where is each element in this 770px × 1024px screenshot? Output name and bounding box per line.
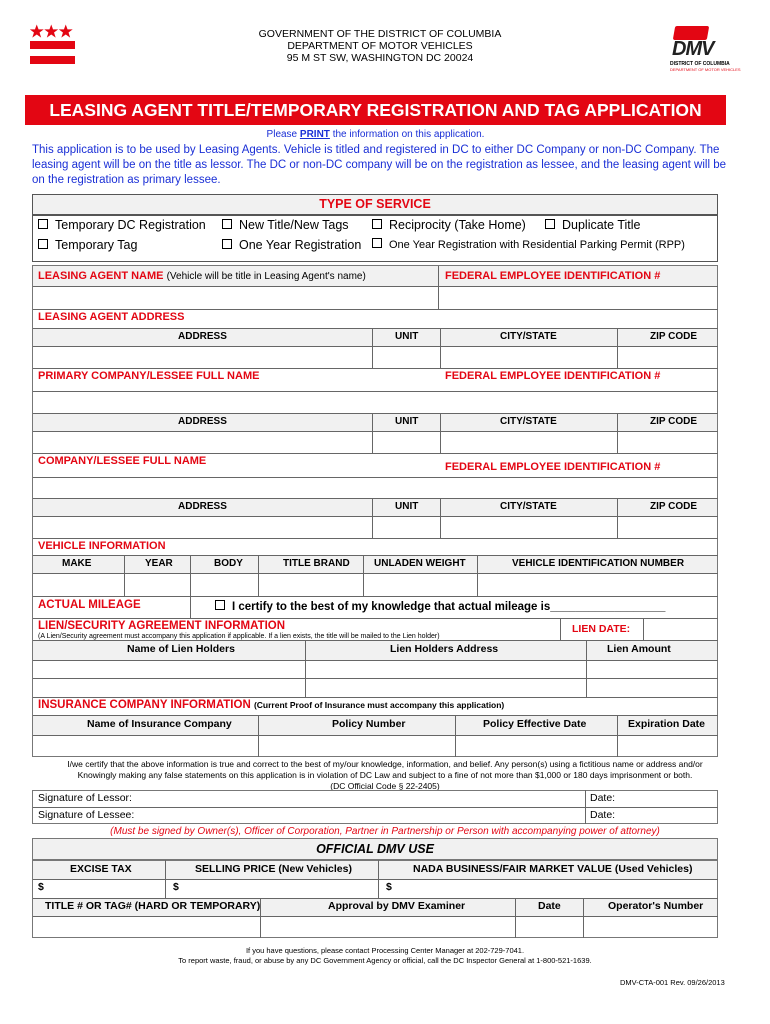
- company-lessee-fein-label: FEDERAL EMPLOYEE IDENTIFICATION #: [445, 461, 661, 473]
- lessee-date-field[interactable]: [620, 808, 716, 823]
- unit-col: UNIT: [395, 331, 419, 342]
- lien-holder-name-col: Name of Lien Holders: [127, 643, 235, 655]
- divider: [643, 618, 644, 640]
- primary-company-name-field[interactable]: [34, 392, 716, 412]
- dmv-logo-letters: DMV: [672, 38, 714, 60]
- unladen-weight-field[interactable]: [365, 574, 475, 595]
- address-col: ADDRESS: [178, 331, 227, 342]
- lessee-signature-label: Signature of Lessee:: [38, 809, 135, 821]
- option-one-year-registration[interactable]: [222, 238, 361, 252]
- mileage-certify[interactable]: [215, 600, 665, 613]
- leasing-agent-name-note: (Vehicle will be title in Leasing Agent's name): [166, 271, 366, 282]
- footer-line2: To report waste, fraud, or abuse by any DC Government Agency or official, call the DC Inspector General at 1-800-521-1639.: [178, 956, 592, 965]
- leasing-agent-unit-field[interactable]: [374, 347, 438, 367]
- print-note: [25, 129, 726, 140]
- dmv-logo-caption: DISTRICT OF COLUMBIA: [670, 61, 730, 67]
- primary-company-zip-field[interactable]: [619, 432, 716, 452]
- option-label: One Year Registration: [239, 238, 362, 252]
- divider: [378, 860, 379, 898]
- checkbox-icon[interactable]: [38, 239, 48, 249]
- lessee-signature-field[interactable]: [140, 808, 583, 823]
- city-state-col: CITY/STATE: [500, 331, 557, 342]
- divider: [617, 413, 618, 453]
- divider: [190, 555, 191, 596]
- lien-heading: LIEN/SECURITY AGREEMENT INFORMATION: [38, 620, 286, 632]
- divider: [33, 555, 718, 556]
- primary-company-unit-field[interactable]: [374, 432, 438, 452]
- divider: [124, 555, 125, 596]
- operator-number-col: Operator's Number: [608, 900, 704, 912]
- primary-company-label: PRIMARY COMPANY/LESSEE FULL NAME: [38, 370, 260, 382]
- lessor-signature-field[interactable]: [140, 791, 583, 806]
- checkbox-icon[interactable]: [545, 219, 555, 229]
- dmv-examiner-approval-col: Approval by DMV Examiner: [328, 900, 466, 912]
- lessor-signature-label: Signature of Lessor:: [38, 792, 132, 804]
- address-columns-header: [33, 413, 717, 431]
- company-lessee-label: COMPANY/LESSEE FULL NAME: [38, 455, 207, 467]
- vin-field[interactable]: [479, 574, 716, 595]
- divider: [33, 697, 718, 698]
- primary-company-fein-label: FEDERAL EMPLOYEE IDENTIFICATION #: [445, 370, 661, 382]
- divider: [33, 538, 718, 539]
- divider: [33, 618, 718, 619]
- zip-col: ZIP CODE: [650, 331, 698, 342]
- selling-price-col: SELLING PRICE (New Vehicles): [195, 863, 352, 875]
- lien-holder-address-field-1[interactable]: [307, 661, 584, 677]
- certification-line3: (DC Official Code § 22-2405): [330, 781, 440, 791]
- divider: [477, 555, 478, 596]
- company-lessee-city-field[interactable]: [442, 517, 615, 537]
- footer-line1: If you have questions, please contact Processing Center Manager at 202-729-7041.: [245, 946, 525, 955]
- lien-amount-col: Lien Amount: [607, 643, 671, 655]
- divider: [258, 555, 259, 596]
- header-line2: DEPARTMENT OF MOTOR VEHICLES: [287, 40, 473, 52]
- signature-note: (Must be signed by Owner(s), Officer of Corporation, Partner in Partnership or Person with accompanying power of attorney): [110, 826, 660, 837]
- zip-col: ZIP CODE: [650, 416, 698, 427]
- zip-col: ZIP CODE: [650, 501, 698, 512]
- divider: [33, 391, 718, 392]
- form-id: DMV-CTA-001 Rev. 09/26/2013: [620, 978, 725, 987]
- leasing-agent-fein-field[interactable]: [440, 288, 716, 308]
- certification-line1: I/we certify that the above information is true and correct to the best of my/our knowledge, information, and belief. Any person(s) using a fictitious name or address and/or: [67, 759, 703, 769]
- divider: [617, 498, 618, 538]
- divider: [440, 328, 441, 368]
- leasing-agent-zip-field[interactable]: [619, 347, 716, 367]
- option-label: One Year Registration with Residential Parking Permit (RPP): [389, 239, 685, 251]
- unit-col: UNIT: [395, 501, 419, 512]
- divider: [438, 266, 439, 309]
- divider: [33, 879, 718, 880]
- excise-tax-field[interactable]: $: [38, 881, 44, 893]
- dmv-logo-subcaption: DEPARTMENT OF MOTOR VEHICLES: [670, 67, 741, 72]
- official-dmv-use-heading: OFFICIAL DMV USE: [316, 842, 434, 856]
- option-label: Temporary Tag: [55, 238, 138, 252]
- divider: [617, 328, 618, 368]
- divider: [586, 640, 587, 697]
- divider: [33, 498, 718, 499]
- expiration-date-field[interactable]: [619, 736, 716, 756]
- divider: [33, 715, 718, 716]
- divider: [372, 328, 373, 368]
- option-duplicate-title[interactable]: [545, 218, 641, 232]
- policy-effective-date-field[interactable]: [457, 736, 615, 756]
- policy-effective-date-col: Policy Effective Date: [483, 718, 587, 730]
- unladen-weight-col: UNLADEN WEIGHT: [374, 558, 466, 569]
- lien-note: (A Lien/Security agreement must accompany this application if applicable. If a lien exists, the title will be mailed to the Lien holder): [38, 633, 440, 640]
- option-label: Reciprocity (Take Home): [389, 218, 526, 232]
- option-temporary-tag[interactable]: [38, 238, 137, 252]
- body-col: BODY: [214, 558, 243, 569]
- lien-holder-name-field-2[interactable]: [34, 679, 303, 696]
- make-field[interactable]: [34, 574, 122, 595]
- agency-header: [200, 28, 560, 64]
- print-note-before: Please: [266, 129, 298, 140]
- city-state-col: CITY/STATE: [500, 416, 557, 427]
- title-brand-col: TITLE BRAND: [283, 558, 350, 569]
- divider: [33, 640, 718, 641]
- checkbox-icon[interactable]: [372, 219, 382, 229]
- official-date-field[interactable]: [517, 917, 581, 937]
- header-line1: GOVERNMENT OF THE DISTRICT OF COLUMBIA: [258, 28, 502, 40]
- insurance-heading: [38, 699, 504, 711]
- policy-number-col: Policy Number: [332, 718, 406, 730]
- unit-col: UNIT: [395, 416, 419, 427]
- excise-tax-col: EXCISE TAX: [70, 863, 132, 875]
- make-col: MAKE: [62, 558, 92, 569]
- divider: [372, 498, 373, 538]
- option-reciprocity[interactable]: [372, 218, 526, 232]
- lien-holder-name-field-1[interactable]: [34, 661, 303, 677]
- divider: [190, 596, 191, 618]
- address-col: ADDRESS: [178, 416, 227, 427]
- insurance-company-col: Name of Insurance Company: [87, 718, 232, 730]
- mileage-certify-text: I certify to the best of my knowledge that actual mileage is__________________: [232, 601, 666, 613]
- print-note-after: the information on this application.: [332, 129, 485, 140]
- divider: [33, 596, 718, 597]
- lien-date-field[interactable]: [645, 619, 716, 639]
- primary-company-city-field[interactable]: [442, 432, 615, 452]
- leasing-agent-address-heading: LEASING AGENT ADDRESS: [38, 311, 185, 323]
- header-line3: 95 M ST SW, WASHINGTON DC 20024: [286, 52, 474, 64]
- title-brand-field[interactable]: [260, 574, 361, 595]
- lien-amount-field-2[interactable]: [588, 679, 716, 696]
- vehicle-info-heading: VEHICLE INFORMATION: [38, 540, 166, 552]
- company-lessee-name-field[interactable]: [34, 478, 716, 497]
- nada-value-field[interactable]: $: [386, 881, 392, 893]
- print-note-print: PRINT: [299, 129, 330, 140]
- certification-line2: Knowingly making any false statements on this application is in violation of DC Law and subject to a fine of not more than $1,000 or 180 days imprisonment or both.: [77, 770, 693, 780]
- form-title: LEASING AGENT TITLE/TEMPORARY REGISTRATION AND TAG APPLICATION: [49, 100, 702, 120]
- leasing-agent-name-text: LEASING AGENT NAME: [38, 270, 164, 282]
- certification-statement: [25, 759, 745, 792]
- title-tag-number-col: TITLE # OR TAG# (HARD OR TEMPORARY): [45, 900, 261, 912]
- company-lessee-address-field[interactable]: [34, 517, 370, 537]
- divider: [515, 898, 516, 938]
- vin-col: VEHICLE IDENTIFICATION NUMBER: [512, 558, 685, 569]
- lien-amount-field-1[interactable]: [588, 661, 716, 677]
- form-title-banner: [25, 95, 726, 125]
- policy-number-field[interactable]: [260, 736, 453, 756]
- divider: [440, 413, 441, 453]
- divider: [617, 715, 618, 757]
- divider: [363, 555, 364, 596]
- type-of-service-heading: TYPE OF SERVICE: [319, 197, 431, 211]
- lien-holder-address-col: Lien Holders Address: [390, 643, 499, 655]
- option-new-title-new-tags[interactable]: [222, 218, 349, 232]
- divider: [33, 453, 718, 454]
- divider: [165, 860, 166, 898]
- divider: [372, 413, 373, 453]
- primary-company-address-field[interactable]: [34, 432, 370, 452]
- type-of-service-header: [32, 194, 718, 215]
- checkbox-icon[interactable]: [215, 600, 225, 610]
- address-col: ADDRESS: [178, 501, 227, 512]
- company-lessee-zip-field[interactable]: [619, 517, 716, 537]
- dc-flag-logo: [30, 22, 75, 67]
- divider: [440, 498, 441, 538]
- city-state-col: CITY/STATE: [500, 501, 557, 512]
- actual-mileage-label: ACTUAL MILEAGE: [38, 599, 141, 611]
- option-label: Temporary DC Registration: [55, 218, 206, 232]
- leasing-agent-name-label: [38, 270, 366, 282]
- divider: [258, 715, 259, 757]
- divider: [585, 790, 586, 824]
- insurance-company-field[interactable]: [34, 736, 256, 756]
- operator-number-field[interactable]: [585, 917, 716, 937]
- dmv-examiner-approval-field[interactable]: [262, 917, 513, 937]
- official-date-col: Date: [538, 900, 561, 912]
- lessor-date-field[interactable]: [620, 791, 716, 806]
- lien-holder-address-field-2[interactable]: [307, 679, 584, 696]
- divider: [33, 413, 718, 414]
- leasing-agent-city-field[interactable]: [442, 347, 615, 367]
- divider: [33, 328, 718, 329]
- title-tag-number-field[interactable]: [34, 917, 258, 937]
- insurance-heading-text: INSURANCE COMPANY INFORMATION: [38, 699, 251, 711]
- expiration-date-col: Expiration Date: [628, 718, 706, 730]
- divider: [305, 640, 306, 697]
- insurance-note: (Current Proof of Insurance must accompany this application): [253, 700, 505, 710]
- divider: [33, 309, 718, 310]
- nada-value-col: NADA BUSINESS/FAIR MARKET VALUE (Used Vehicles): [413, 863, 693, 875]
- lessee-date-label: Date:: [590, 809, 616, 821]
- company-lessee-unit-field[interactable]: [374, 517, 438, 537]
- option-label: Duplicate Title: [562, 218, 641, 232]
- lessor-date-label: Date:: [590, 792, 616, 804]
- leasing-agent-name-field[interactable]: [34, 288, 436, 308]
- address-columns-header: [33, 328, 717, 346]
- option-temporary-dc-registration[interactable]: [38, 218, 206, 232]
- lien-date-label: LIEN DATE:: [572, 623, 631, 635]
- footer-contact: [25, 946, 745, 966]
- official-dmv-use-header: [32, 838, 718, 860]
- divider: [33, 368, 718, 369]
- checkbox-icon[interactable]: [372, 238, 382, 248]
- option-label: New Title/New Tags: [239, 218, 349, 232]
- checkbox-icon[interactable]: [222, 239, 232, 249]
- year-col: YEAR: [145, 558, 173, 569]
- body-field[interactable]: [192, 574, 256, 595]
- divider: [260, 898, 261, 938]
- intro-paragraph: This application is to be used by Leasing Agents. Vehicle is titled and registered in DC to either DC Company or non-DC Company. The leasing agent will be on the title as lessor. The DC or non-DC company will be on the registration as lessee, and the leasing agent will be on the registration as primary lessee.: [32, 144, 727, 186]
- divider: [455, 715, 456, 757]
- address-columns-header: [33, 498, 717, 516]
- checkbox-icon[interactable]: [222, 219, 232, 229]
- divider: [583, 898, 584, 938]
- divider: [560, 618, 561, 640]
- leasing-agent-fein-label: FEDERAL EMPLOYEE IDENTIFICATION #: [445, 270, 661, 282]
- year-field[interactable]: [126, 574, 188, 595]
- divider: [33, 286, 718, 287]
- selling-price-field[interactable]: $: [173, 881, 179, 893]
- option-one-year-registration-rpp[interactable]: [372, 238, 685, 251]
- leasing-agent-address-field[interactable]: [34, 347, 370, 367]
- checkbox-icon[interactable]: [38, 219, 48, 229]
- dmv-logo: [668, 26, 741, 74]
